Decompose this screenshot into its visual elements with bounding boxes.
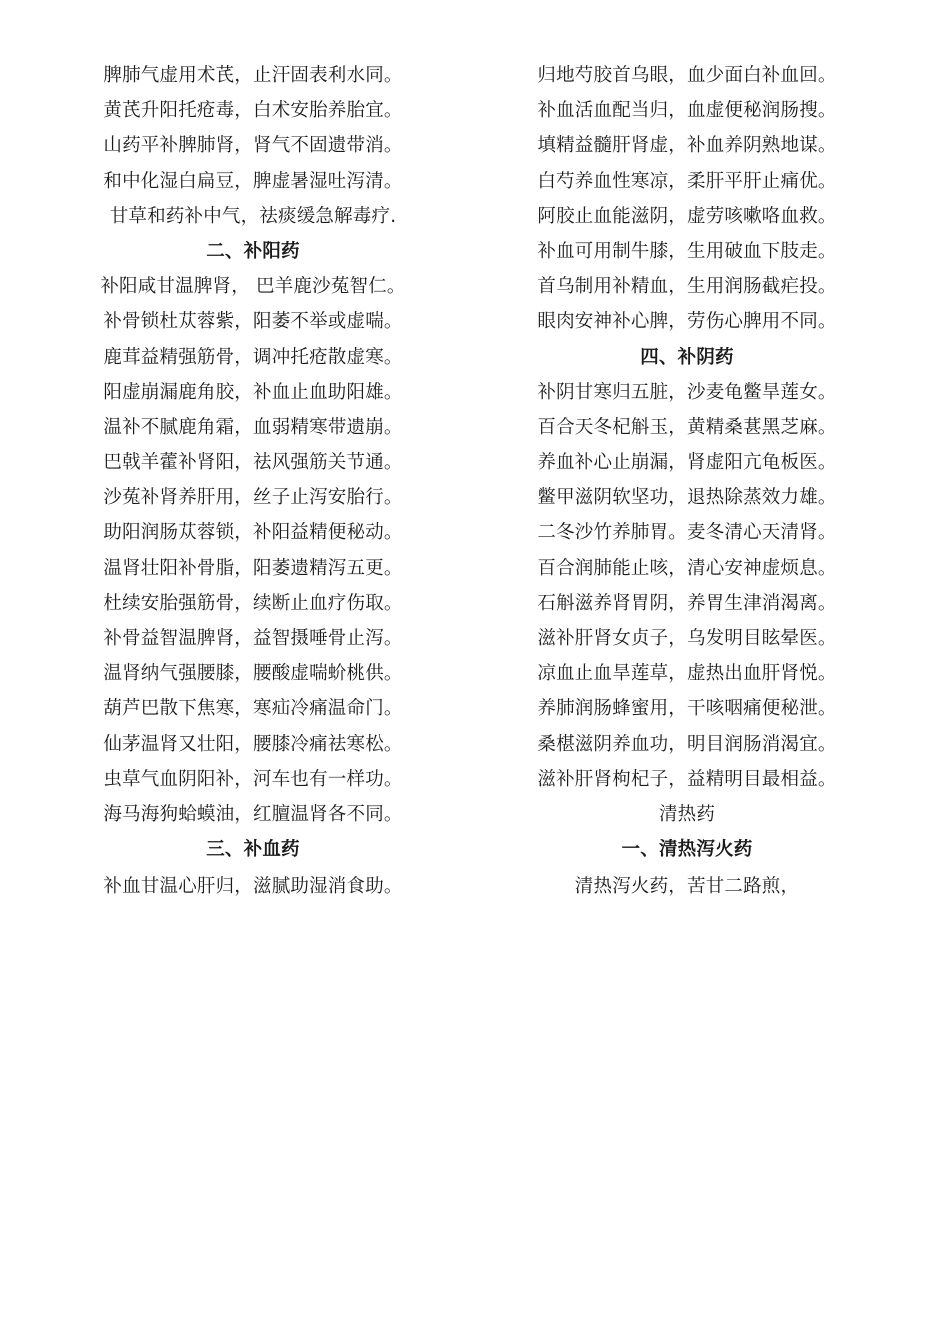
verse-line: 温肾纳气强腰膝，腰酸虚喘蚧桃供。 (103, 663, 403, 685)
verse-line: 养血补心止崩漏，肾虚阳亢龟板医。 (537, 452, 837, 474)
left-text-column (88, 58, 418, 905)
verse-line: 补骨益智温脾肾，益智摄唾骨止泻。 (103, 628, 403, 649)
verse-line: 山药平补脾肺肾，肾气不固遗带消。 (103, 135, 403, 157)
verse-line: 阿胶止血能滋阴，虚劳咳嗽咯血救。 (537, 205, 837, 227)
verse-line: 滋补肝肾枸杞子，益精明目最相益。 (537, 768, 837, 790)
verse-line: 滋补肝肾女贞子，乌发明目眩晕医。 (537, 628, 837, 649)
verse-line: 沙菟补肾养肝用，丝子止泻安胎行。 (103, 487, 403, 509)
verse-line: 甘草和药补中气，祛痰缓急解毒疗. (109, 205, 397, 227)
verse-line: 补骨锁杜苁蓉紫，阳萎不举或虚喘。 (103, 311, 403, 333)
verse-line: 凉血止血旱莲草，虚热出血肝肾悦。 (537, 663, 837, 685)
verse-line: 鳖甲滋阴软坚功，退热除蒸效力雄。 (537, 487, 837, 509)
verse-line: 补阳咸甘温脾肾， 巴羊鹿沙菟智仁。 (100, 276, 406, 298)
verse-line: 虫草气血阴阳补，河车也有一样功。 (103, 768, 403, 790)
verse-line: 阳虚崩漏鹿角胶，补血止血助阳雄。 (103, 381, 403, 403)
verse-line: 补血可用制牛膝，生用破血下肢走。 (537, 240, 837, 262)
verse-line: 和中化湿白扁豆，脾虚暑湿吐泻清。 (103, 170, 403, 192)
verse-line: 补血甘温心肝归，滋腻助湿消食助。 (103, 876, 403, 898)
section-heading: 四、补阴药 (640, 346, 734, 368)
verse-line: 黄芪升阳托疮毒，白术安胎养胎宜。 (103, 100, 403, 122)
verse-line: 石斛滋养肾胃阴，养胃生津消渴离。 (537, 592, 837, 614)
verse-line: 清热泻火药，苦甘二路煎， (574, 876, 800, 898)
verse-line: 补阴甘寒归五脏，沙麦龟鳖旱莲女。 (537, 381, 837, 403)
verse-line: 填精益髓肝肾虚，补血养阴熟地谋。 (537, 135, 837, 157)
verse-line: 温补不腻鹿角霜，血弱精寒带遗崩。 (103, 416, 403, 438)
verse-line: 百合天冬杞斛玉，黄精桑葚黑芝麻。 (537, 416, 837, 438)
verse-line: 二冬沙竹养肺胃。麦冬清心天清肾。 (537, 522, 837, 544)
verse-line: 归地芍胶首乌眼，血少面白补血回。 (537, 65, 837, 86)
verse-line: 鹿茸益精强筋骨，调冲托疮散虚寒。 (103, 346, 403, 368)
verse-line: 巴戟羊藿补肾阳，祛风强筋关节通。 (103, 452, 403, 474)
verse-line: 葫芦巴散下焦寒，寒疝冷痛温命门。 (103, 698, 403, 720)
right-text-column (522, 58, 852, 905)
verse-line: 温肾壮阳补骨脂，阳萎遗精泻五更。 (103, 557, 403, 579)
section-heading: 一、清热泻火药 (621, 839, 753, 861)
verse-line: 脾肺气虚用术芪，止汗固表利水同。 (103, 65, 403, 86)
verse-line: 桑椹滋阴养血功，明目润肠消渴宜。 (537, 733, 837, 755)
verse-line: 助阳润肠苁蓉锁，补阳益精便秘动。 (103, 522, 403, 544)
verse-line: 杜续安胎强筋骨，续断止血疗伤取。 (103, 592, 403, 614)
verse-line: 仙茅温肾又壮阳，腰膝冷痛祛寒松。 (103, 733, 403, 755)
category-title: 清热药 (658, 803, 716, 825)
verse-line: 首乌制用补精血，生用润肠截疟投。 (537, 276, 837, 298)
section-heading: 二、补阳药 (206, 240, 300, 262)
verse-line: 百合润肺能止咳，清心安神虚烦息。 (537, 557, 837, 579)
section-heading: 三、补血药 (206, 839, 300, 861)
verse-line: 白芍养血性寒凉，柔肝平肝止痛优。 (537, 170, 837, 192)
verse-line: 海马海狗蛤蟆油，红膻温肾各不同。 (103, 803, 403, 825)
verse-line: 眼肉安神补心脾，劳伤心脾用不同。 (537, 311, 837, 333)
verse-line: 养肺润肠蜂蜜用，干咳咽痛便秘泄。 (537, 698, 837, 720)
verse-line: 补血活血配当归，血虚便秘润肠搜。 (537, 100, 837, 122)
